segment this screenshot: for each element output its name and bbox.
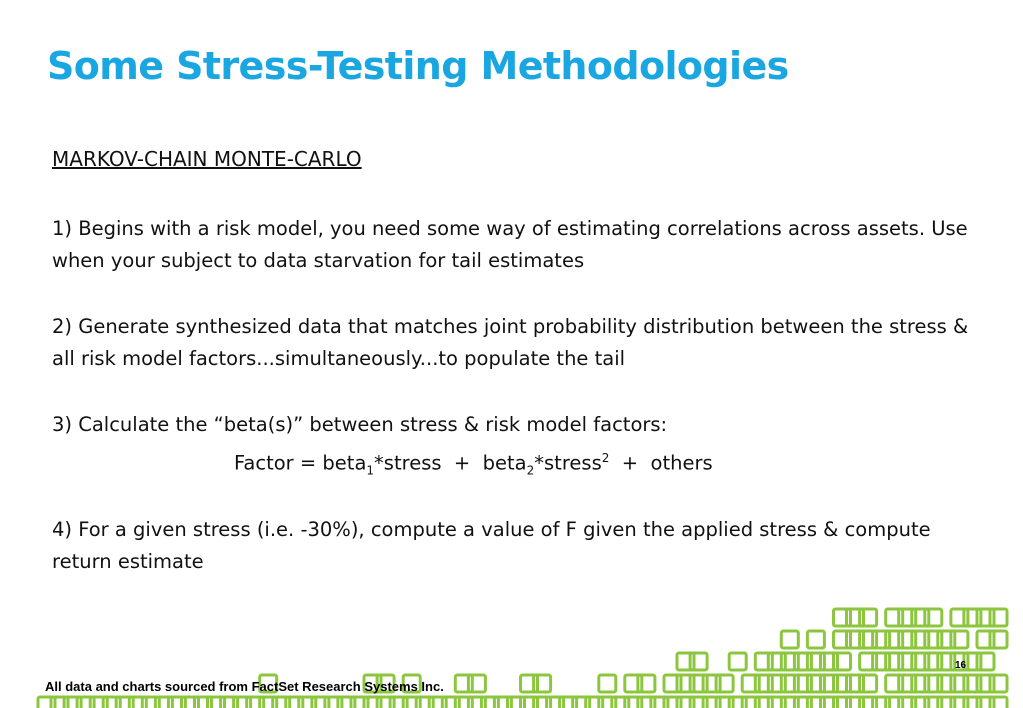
formula-lhs: Factor = beta [234,451,367,475]
formula-term-2: *stress [534,451,602,475]
formula-sub-2: 2 [526,463,535,478]
formula-tail: + others [609,451,713,475]
slide-title: Some Stress-Testing Methodologies [47,44,789,88]
section-heading: MARKOV-CHAIN MONTE-CARLO [52,147,362,171]
decor-square [599,675,616,692]
decor-square [781,631,798,648]
formula-sub-1: 1 [366,463,375,478]
decor-square [807,631,824,648]
point-3: 3) Calculate the “beta(s)” between stress & risk model factors: [52,413,668,436]
formula-term-1: *stress + beta [374,451,527,475]
formula-sup-2: 2 [601,451,610,465]
footer-source-note: All data and charts sourced from FactSet Research Systems Inc. [45,679,444,694]
point-1: 1) Begins with a risk model, you need some way of estimating correlations across assets. Use when your subject to data starvation for tail estimates [52,217,968,272]
decor-square [729,653,746,670]
point-2: 2) Generate synthesized data that matches joint probability distribution between the stress & all risk model factors...simultaneously...to populate the tail [52,315,969,370]
page-number: 16 [955,660,967,671]
point-4: 4) For a given stress (i.e. -30%), compute a value of F given the applied stress & compute return estimate [52,518,931,573]
